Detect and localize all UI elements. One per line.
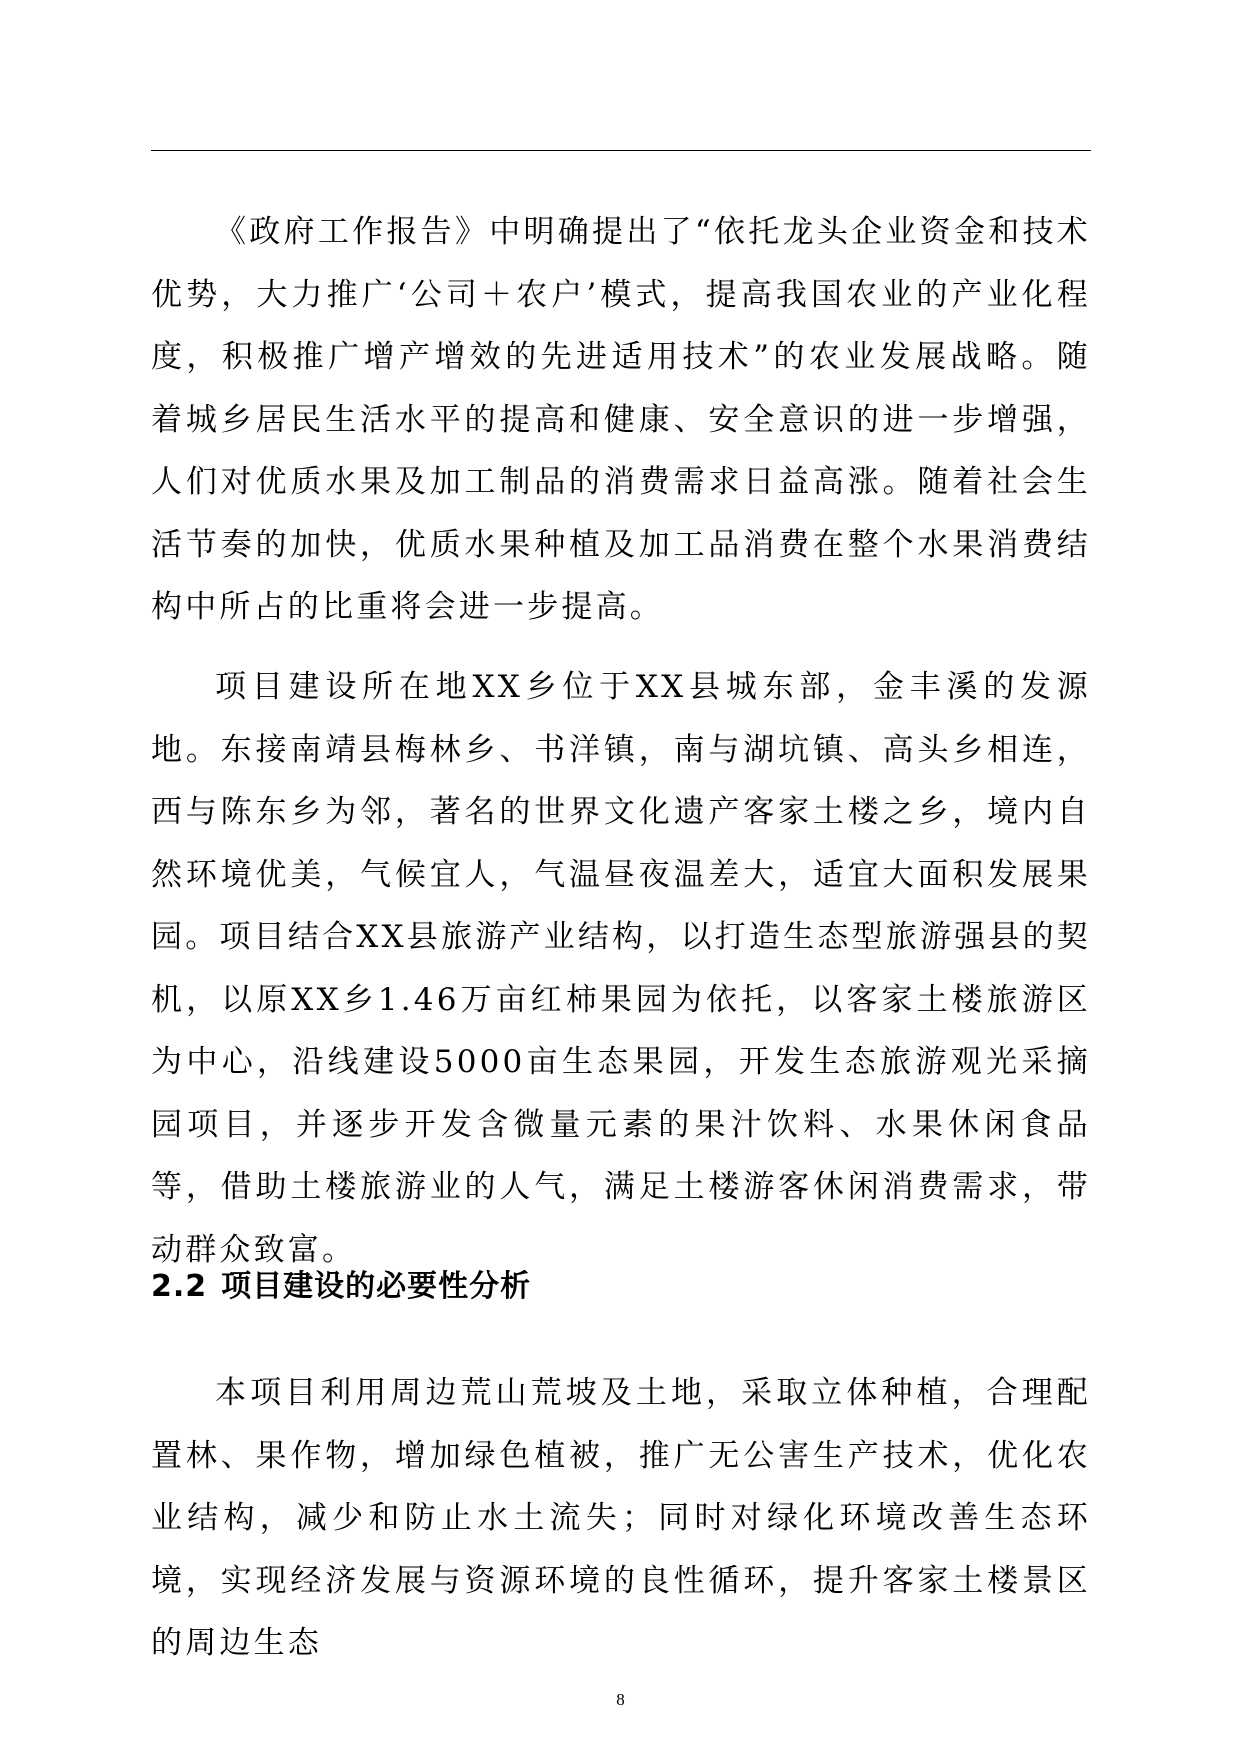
body-paragraph-1: 《政府工作报告》中明确提出了“依托龙头企业资金和技术优势，大力推广‘公司＋农户’模式，提高我国农业的产业化程度，积极推广增产增效的先进适用技术”的农业发展战略。随着城乡居民生活水平的提高和健康、安全意识的进一步增强，人们对优质水果及加工制品的消费需求日益高涨。随着社会生活节奏的加快，优质水果种植及加工品消费在整个水果消费结构中所占的比重将会进一步提高。: [151, 214, 1091, 625]
section-heading: [151, 1267, 531, 1307]
body-paragraph-2: 项目建设所在地XX乡位于XX县城东部，金丰溪的发源地。东接南靖县梅林乡、书洋镇，南与湖坑镇、高头乡相连，西与陈东乡为邻，著名的世界文化遗产客家土楼之乡，境内自然环境优美，气候宜人，气温昼夜温差大，适宜大面积发展果园。项目结合XX县旅游产业结构，以打造生态型旅游强县的契机，以原XX乡1.46万亩红柿果园为依托，以客家土楼旅游区为中心，沿线建设5000亩生态果园，开发生态旅游观光采摘园项目，并逐步开发含微量元素的果汁饮料、水果休闲食品等，借助土楼旅游业的人气，满足土楼游客休闲消费需求，带动群众致富。: [151, 669, 1091, 1268]
section-number: 2.2: [151, 1269, 208, 1304]
header-rule: [151, 150, 1091, 151]
section-paragraph: 本项目利用周边荒山荒坡及土地，采取立体种植，合理配置林、果作物，增加绿色植被，推广无公害生产技术，优化农业结构，减少和防止水土流失；同时对绿化环境改善生态环境，实现经济发展与资源环境的良性循环，提升客家土楼景区的周边生态: [151, 1375, 1091, 1661]
section-title: 项目建设的必要性分析: [221, 1269, 532, 1304]
page-number: 8: [616, 1690, 625, 1709]
